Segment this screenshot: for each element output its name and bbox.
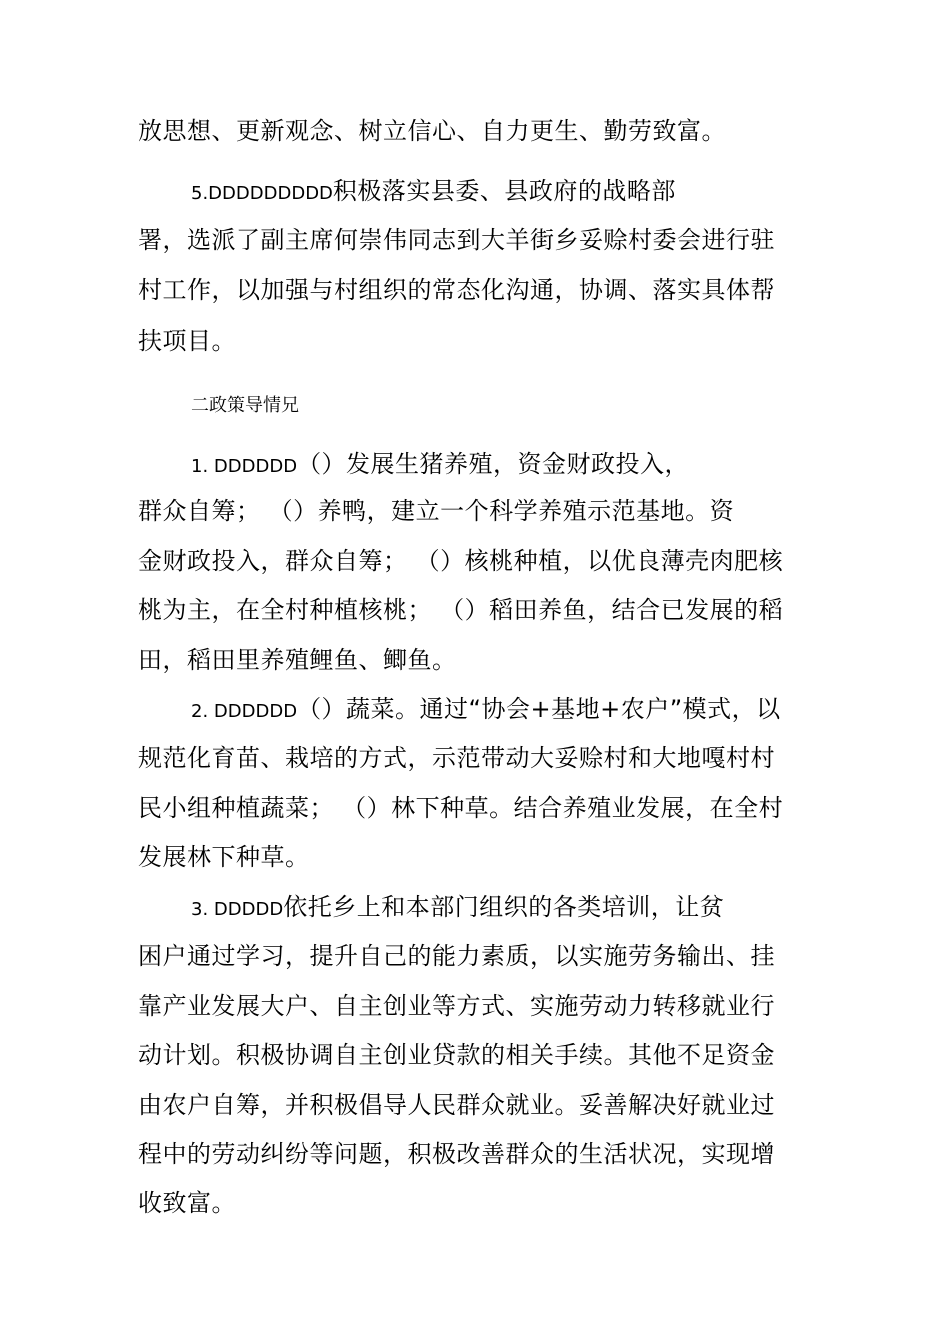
paragraph-2-line-3: 民小组种植蔬菜； （）林下种草。结合养殖业发展，在全村	[138, 794, 784, 822]
paragraph-5-marker: 5.DDDDDDDDD	[191, 183, 333, 204]
paragraph-2-line-2: 规范化育苗、栽培的方式，示范带动大妥赊村和大地嘎村村	[138, 744, 775, 772]
paragraph-5-line-4: 扶项目。	[138, 327, 236, 355]
paragraph-3-line-3: 靠产业发展大户、自主创业等方式、实施劳动力转移就业行	[138, 992, 775, 1020]
paragraph-2-line-1-text: （）蔬菜。通过“协会+基地+农户”模式，以	[297, 695, 781, 723]
paragraph-intro-line-1: 放思想、更新观念、树立信心、自力更生、勤劳致富。	[138, 117, 726, 145]
section-heading: 二政策导情兄	[191, 395, 299, 416]
paragraph-2-line-1	[191, 694, 781, 727]
paragraph-3-line-1-text: 依托乡上和本部门组织的各类培训，让贫	[283, 893, 725, 921]
paragraph-1-line-1	[191, 449, 689, 482]
paragraph-1-line-2: 群众自筹； （）养鸭，建立一个科学养殖示范基地。资	[138, 497, 735, 525]
paragraph-1-line-4: 桃为主，在全村种植核桃； （）稻田养鱼，结合已发展的稻	[138, 596, 784, 624]
paragraph-5-line-1	[191, 176, 676, 209]
paragraph-3-line-1	[191, 892, 724, 925]
paragraph-1-line-3: 金财政投入，群众自筹； （）核桃种植，以优良薄壳肉肥核	[138, 547, 784, 575]
paragraph-3-line-2: 困户通过学习，提升自己的能力素质，以实施劳务输出、挂	[138, 942, 775, 970]
paragraph-3-line-4: 动计划。积极协调自主创业贷款的相关手续。其他不足资金	[138, 1041, 775, 1069]
paragraph-5-line-3: 村工作，以加强与村组织的常态化沟通，协调、落实具体帮	[138, 276, 775, 304]
paragraph-3-line-5: 由农户自筹，并积极倡导人民群众就业。妥善解决好就业过	[138, 1091, 775, 1119]
paragraph-2-line-4: 发展林下种草。	[138, 843, 310, 871]
paragraph-5-line-1-text: 积极落实县委、县政府的战略部	[332, 177, 676, 205]
paragraph-1-line-5: 田，稻田里养殖鲤鱼、鲫鱼。	[138, 646, 457, 674]
paragraph-3-line-7: 收致富。	[138, 1189, 236, 1217]
paragraph-3-line-6: 程中的劳动纠纷等问题，积极改善群众的生活状况，实现增	[138, 1140, 775, 1168]
paragraph-1-marker: 1. DDDDDD	[191, 456, 298, 477]
paragraph-2-marker: 2. DDDDDD	[191, 701, 298, 722]
paragraph-5-line-2: 署，选派了副主席何崇伟同志到大羊街乡妥赊村委会进行驻	[138, 226, 775, 254]
paragraph-1-line-1-text: （）发展生猪养殖，资金财政投入，	[297, 450, 690, 478]
paragraph-3-marker: 3. DDDDD	[191, 899, 284, 920]
